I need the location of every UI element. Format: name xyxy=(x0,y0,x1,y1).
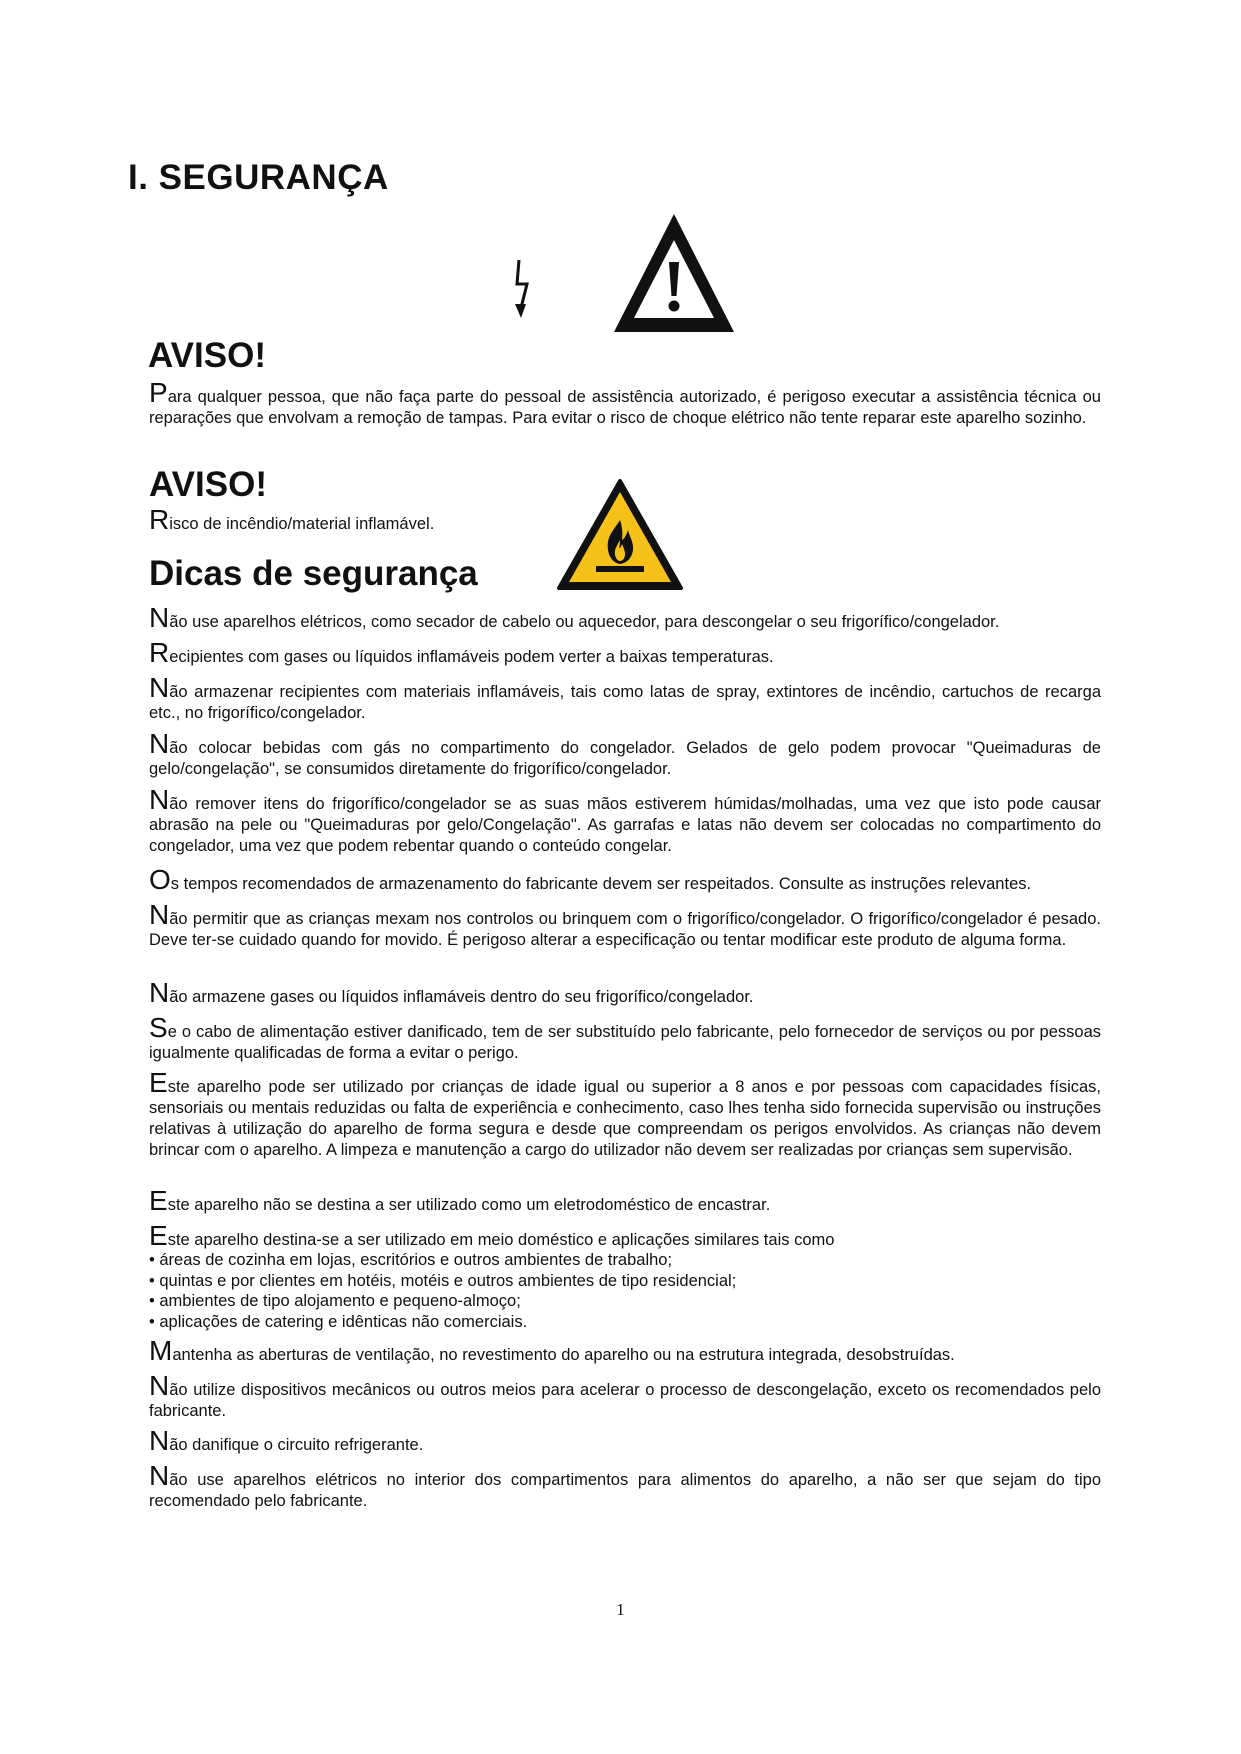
list-item: • ambientes de tipo alojamento e pequeno-almoço; xyxy=(149,1291,1101,1312)
electric-shock-icon xyxy=(512,258,534,320)
safety-tip: Não armazenar recipientes com materiais inflamáveis, tais como latas de spray, extintores de incêndio, cartuchos de recarga etc., no frigorífico/congelador. xyxy=(149,672,1101,722)
safety-tip: Não armazene gases ou líquidos inflamáveis dentro do seu frigorífico/congelador. xyxy=(149,977,754,1008)
safety-tip: Este aparelho não se destina a ser utilizado como um eletrodoméstico de encastrar. xyxy=(149,1185,771,1216)
list-item: • quintas e por clientes em hotéis, motéis e outros ambientes de tipo residencial; xyxy=(149,1271,1101,1292)
page-title: I. SEGURANÇA xyxy=(128,158,389,197)
safety-tip: Se o cabo de alimentação estiver danificado, tem de ser substituído pelo fabricante, pelo fornecedor de serviços ou por pessoas igualmente qualificadas de forma a evitar o perigo. xyxy=(149,1012,1101,1062)
list-item: • aplicações de catering e idênticas não comerciais. xyxy=(149,1312,1101,1333)
safety-tips-title: Dicas de segurança xyxy=(149,554,478,593)
page-number: 1 xyxy=(616,1600,625,1619)
warning-triangle-icon xyxy=(610,210,738,336)
warning-title-1: AVISO! xyxy=(148,336,266,375)
safety-tip: Não utilize dispositivos mecânicos ou outros meios para acelerar o processo de descongelação, exceto os recomendados pelo fabricante. xyxy=(149,1370,1101,1420)
warning-title-2: AVISO! xyxy=(149,465,267,504)
safety-tip: Mantenha as aberturas de ventilação, no revestimento do aparelho ou na estrutura integrada, desobstruídas. xyxy=(149,1335,955,1366)
safety-tip: Recipientes com gases ou líquidos inflamáveis podem verter a baixas temperaturas. xyxy=(149,637,774,668)
safety-tip: Não permitir que as crianças mexam nos controlos ou brinquem com o frigorífico/congelador. O frigorífico/congelador é pesado. Deve ter-se cuidado quando for movido. É perigoso alterar a especificação ou tentar modificar este produto de alguma forma. xyxy=(149,899,1101,949)
safety-tip: Não use aparelhos elétricos no interior dos compartimentos para alimentos do aparelho, a não ser que sejam do tipo recomendado pelo fabricante. xyxy=(149,1460,1101,1510)
flammable-material-icon xyxy=(556,478,684,592)
warning-text-1: Para qualquer pessoa, que não faça parte do pessoal de assistência autorizado, é perigoso executar a assistência técnica ou reparações que envolvam a remoção de tampas. Para evitar o risco de choque elétrico não tente reparar este aparelho sozinho. xyxy=(149,377,1101,427)
safety-tip: Este aparelho pode ser utilizado por crianças de idade igual ou superior a 8 anos e por pessoas com capacidades físicas, sensoriais ou mentais reduzidas ou falta de experiência e conhecimento, caso lhes tenha sido fornecida supervisão ou instruções relativas à utilização do aparelho de forma segura e desde que compreendam os perigos envolvidos. As crianças não devem brincar com o aparelho. A limpeza e manutenção a cargo do utilizador não devem ser realizadas por crianças sem supervisão. xyxy=(149,1067,1101,1159)
warning-text-2: Risco de incêndio/material inflamável. xyxy=(149,504,435,535)
safety-tip: Este aparelho destina-se a ser utilizado em meio doméstico e aplicações similares tais como xyxy=(149,1220,835,1251)
safety-tip: Não danifique o circuito refrigerante. xyxy=(149,1425,424,1456)
list-item: • áreas de cozinha em lojas, escritórios e outros ambientes de trabalho; xyxy=(149,1250,1101,1271)
usage-bullet-list xyxy=(149,1250,1101,1332)
safety-tip: Não use aparelhos elétricos, como secador de cabelo ou aquecedor, para descongelar o seu frigorífico/congelador. xyxy=(149,602,1000,633)
safety-tip: Não colocar bebidas com gás no compartimento do congelador. Gelados de gelo podem provocar "Queimaduras de gelo/congelação", se consumidos diretamente do frigorífico/congelador. xyxy=(149,728,1101,778)
safety-tip: Não remover itens do frigorífico/congelador se as suas mãos estiverem húmidas/molhadas, uma vez que isto pode causar abrasão na pele ou "Queimaduras por gelo/Congelação". As garrafas e latas não devem ser colocadas no compartimento do congelador, uma vez que podem rebentar quando o conteúdo congelar. xyxy=(149,784,1101,855)
safety-tip: Os tempos recomendados de armazenamento do fabricante devem ser respeitados. Consulte as instruções relevantes. xyxy=(149,864,1032,895)
